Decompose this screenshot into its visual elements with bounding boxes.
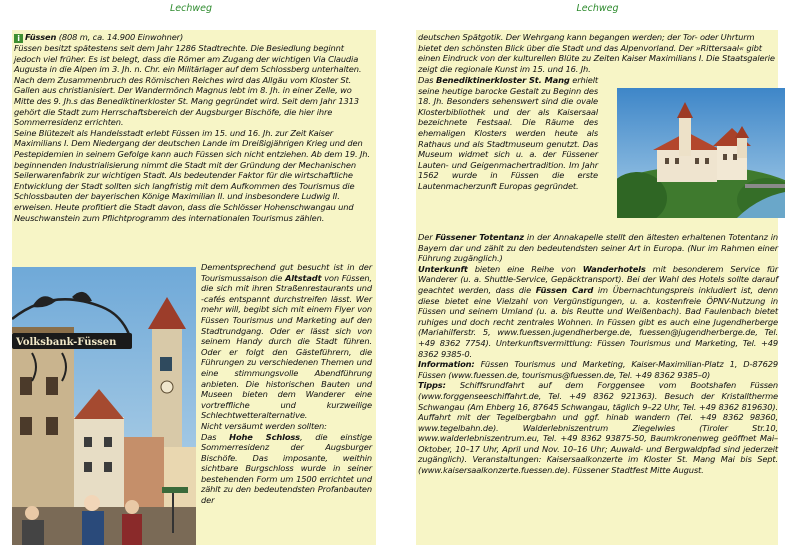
- schloss-text-2: , die einstige Sommerresidenz der Augsburger Bischöfe. Das imposante, weithin sichtbare Burgschloss wurde in seiner bestehenden Form um 1500 errichtet und zählt zu den bedeutendsten Profanbauten der: [201, 431, 372, 506]
- term-altstadt: Altstadt: [284, 272, 322, 283]
- term-wanderhotels: Wanderhotels: [582, 263, 646, 274]
- unt-text-1: bieten eine Reihe von: [467, 263, 583, 274]
- street-scene-image: [12, 267, 196, 545]
- tipps-text: Schiffsrundfahrt auf dem Forggensee vom Bootshafen Füssen (www.forggenseeschiffahrt.de, Tel. +49 8362 921363). Besuch der Kristalltherme Schwangau (Am Ehberg 16, 87645 Schwangau, täglich 9–22 Uhr, Tel. +49 8362 819630). Auffahrt mit der Tegelbergbahn und ggf. hinab wandern (Tel. +49 8362 98360, www.tegelbahn.de). Walderlebniszentrum Ziegelwies (Tiroler Str.10, www.walderlebniszentrum.eu, Tel. +49 8362 93875-50, Baumkronenweg geöffnet Mai–Oktober, 10–17 Uhr, April und Nov. 10–16 Uhr; Auwald- und Bergwaldpfad sind jederzeit zugänglich). Veranstaltungen: Kaisersaalkonzerte im Kloster St. Mang Mai bis Sept. (www.kaisersaalkonzerte.fuessen.de). Füssener Stadtfest Mitte August.: [418, 380, 778, 476]
- tanz-text-2: in der Annakapelle stellt den ältesten erhaltenen Totentanz in Bayern dar und zählt zu den bedeutendsten seiner Art in Europa. (Nur im Rahmen einer Führung zugänglich.): [418, 232, 778, 264]
- unt-text-3: im Übernachtungspreis inkludiert ist, denn diese bietet eine Vielzahl von Vergünstigungen, u. a. kostenfreie ÖPNV-Nutzung in Füssen und seinem Umland (u. a. bis Reutte und Weißenbach). Bad Faulenbach bietet ruhiges und doch recht zentrales Wohnen. In Füssen gibt es auch eine Jugendherberge (Mariahilferstr. 5, www.fuessen.jugendherberge.de, fuessen@jugendherberge.de, Tel. +49 8362 7754). Unterkunftsvermittlung: Füssen Tourismus und Marketing, Tel. +49 8362 9385-0.: [418, 284, 778, 359]
- info-icon: i: [14, 34, 23, 43]
- st-mang-column: [418, 75, 598, 192]
- altstadt-text-2: von Füssen, die sich mit ihren Straßenrestaurants und -cafés entspannt durchstreifen lässt. Wer mehr will, begibt sich mit einem Flyer von Füssen Tourismus und Marketing auf den Stadtrundgang. Oder er lässt sich von seinem Handy durch die Stadt führen. Oder er folgt den Gästeführern, die Führungen zu verschiedenen Themen und eine stimmungsvolle Abendführung anbieten. Die historischen Bauten und Museen bieten dem Wanderer eine vortreffliche und kurzweilige Schlechtwetteralternative.: [201, 272, 373, 421]
- term-totentanz: Füssener Totentanz: [435, 232, 524, 242]
- top-text: [418, 32, 776, 74]
- highlights-heading: Nicht versäumt werden sollten:: [201, 420, 327, 431]
- term-hohe-schloss: Hohe Schloss: [229, 431, 300, 442]
- tanz-text-1: Der: [418, 232, 436, 242]
- intro-title-suffix: (808 m, ca. 14.900 Einwohner): [56, 32, 184, 42]
- term-st-mang: Benediktinerkloster St. Mang: [436, 75, 570, 85]
- unt-text-2: mit besonderem Service für Wanderer (u. a. Shuttle-Service, Gepäcktransport). Bei der Wahl des Hotels sollte darauf geachtet werden, dass die: [418, 263, 778, 295]
- term-information: Information:: [418, 359, 475, 370]
- right-page: [404, 0, 791, 545]
- spaetgotik-text: deutschen Spätgotik. Der Wehrgang kann begangen werden; der Tor- oder Uhrturm bietet den schönsten Blick über die Stadt und das Alpenvorland. Der »Rittersaal« gibt einen Eindruck von der kulturellen Blüte zu Zeiten Kaiser Maximilians I. Die Staatsgalerie zeigt die regionale Kunst im 15. und 16. Jh.: [418, 32, 775, 74]
- mang-text-2: erhielt seine heutige barocke Gestalt zu Beginn des 18. Jh. Besonders sehenswert sind die ovale Klosterbibliothek und der als Kaisersaal bezeichnete Festsaal. Die Räume des ehemaligen Klosters werden heute als Rathaus und als Stadtmuseum genutzt. Das Museum widmet sich u. a. der Füssener Lauten- und Geigenmachertradition. Im Jahr 1562 wurde in Füssen die erste Lautenmacherzunft Europas gegründet.: [418, 75, 598, 191]
- sign-text: Volksbank-Füssen: [16, 337, 117, 348]
- term-tipps: Tipps:: [418, 380, 446, 391]
- term-unterkunft: Unterkunft: [418, 263, 468, 274]
- term-fuessen-card: Füssen Card: [535, 284, 594, 295]
- altstadt-photo: [12, 267, 196, 545]
- mang-text-1: Das: [418, 75, 437, 85]
- intro-body: Füssen besitzt spätestens seit dem Jahr 1286 Stadtrechte. Die Besiedlung beginnt jedoch viel früher. Es ist belegt, dass die Römer am Zugang der wichtigen Via Claudia Augusta in die Alpen im 3. Jh. n. Chr. ein Militärlager auf dem Schlossberg unterhalten. Nach dem Zusammenbruch des Römischen Reiches wird das Allgäu vom Kloster St. Gallen aus christianisiert. Der Wandermönch Magnus lebt im 8. Jh. in einer Zelle, wo Mitte des 9. Jh.s das Benediktinerkloster St. Mang gegründet wird. Seit dem Jahr 1313 gehört die Stadt zum Herrschaftsbereich der Augsburger Bischöfe, die hier ihre Sommerresidenz errichten.: [14, 43, 362, 128]
- intro-title: Füssen: [25, 32, 57, 42]
- lower-text: [418, 232, 778, 476]
- running-header: Lechweg: [576, 3, 619, 14]
- running-header: Lechweg: [169, 3, 213, 14]
- intro-text: [14, 32, 372, 223]
- schloss-text-1: Das: [201, 431, 230, 442]
- altstadt-column: [201, 262, 372, 506]
- castle-photo: [617, 88, 785, 218]
- altstadt-text-1: Dementsprechend gut besucht ist in der Tourismussaison die: [201, 262, 372, 283]
- paragraph-history: Seine Blütezeit als Handelsstadt erlebt Füssen im 15. und 16. Jh. zur Zeit Kaiser Maximilians I. Dem Niedergang der deutschen Lande im Dreißigjährigen Krieg und den Pestepidemien in seinem Gefolge kann auch Füssen sich nicht entziehen. Ab dem 19. Jh. beginnenden Industrialisierung nimmt die Stadt mit der Gründung der Mechanischen Seilerwarenfabrik zur wichtigen Stadt. Als bedeutender Faktor für die wirtschaftliche Entwicklung der Stadt sollten sich langfristig mit dem Aufkommen des Tourismus die Schlossbauten der bayerischen Könige Maximilian II. und insbesondere Ludwig II. erweisen. Heute profitiert die Stadt davon, dass die Schlösser Hohenschwangau und Neuschwanstein zum Pflichtprogramm des internationalen Tourismus zählen.: [14, 127, 370, 223]
- left-page: [0, 0, 382, 545]
- information-text: Füssen Tourismus und Marketing, Kaiser-Maximilian-Platz 1, D-87629 Füssen (www.fuessen.de, tourismus@fuessen.de, Tel. +49 8362 9385–0): [418, 359, 778, 380]
- castle-image: [617, 88, 785, 218]
